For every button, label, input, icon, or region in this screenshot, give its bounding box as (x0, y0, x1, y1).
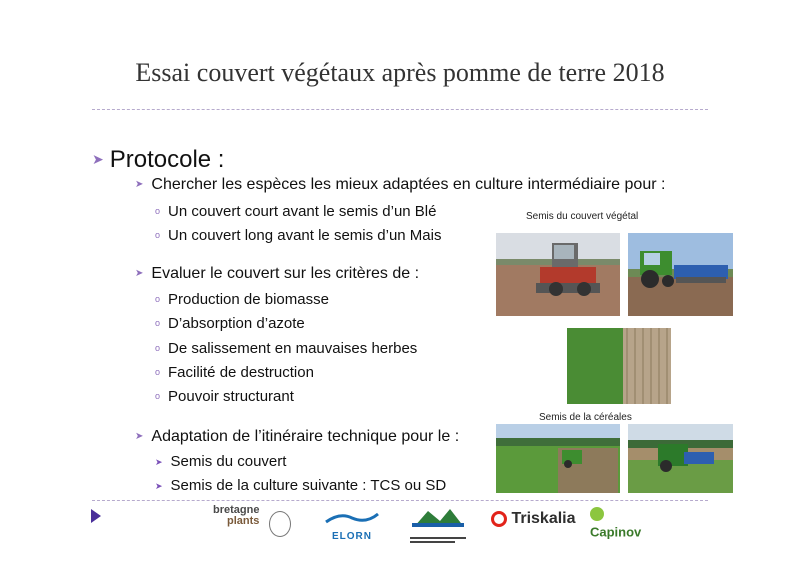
logo-text: plants (227, 515, 260, 527)
item-text: Semis de la culture suivante : TCS ou SD (170, 477, 447, 494)
protocol-heading (92, 146, 224, 174)
item-text: Production de biomasse (168, 291, 329, 308)
circle-bullet-icon: o (155, 230, 161, 240)
item-text: Pouvoir structurant (168, 388, 294, 405)
photo-crop-field (567, 328, 671, 404)
chevron-right-icon: ➤ (92, 151, 104, 167)
chevron-right-icon: ➤ (135, 431, 144, 442)
slide-title: Essai couvert végétaux après pomme de terre 2018 (135, 58, 665, 87)
list-item (155, 340, 417, 357)
list-item (155, 364, 314, 381)
circle-bullet-icon: o (155, 318, 161, 328)
circle-bullet-icon: o (155, 294, 161, 304)
photo-tractor-sowing (496, 233, 620, 316)
caption-cereal: Semis de la céréales (539, 412, 632, 423)
section-3 (135, 428, 459, 446)
circle-bullet-icon: o (155, 367, 161, 377)
photo-cereal-field-1 (496, 424, 620, 493)
section-2 (135, 265, 419, 283)
photo-cereal-field-2 (628, 424, 733, 493)
footer-divider (92, 500, 708, 501)
circle-bullet-icon: o (155, 343, 161, 353)
section-label: Chercher les espèces les mieux adaptées en culture intermédiaire pour : (151, 176, 666, 193)
title-divider (92, 109, 708, 110)
syndicat-logo (410, 505, 466, 539)
logo-text: Triskalia (511, 510, 576, 527)
list-item (155, 291, 329, 308)
chevron-right-icon: ➤ (155, 481, 163, 491)
capinov-logo (590, 505, 656, 539)
section-label: Evaluer le couvert sur les critères de : (151, 265, 420, 282)
logo-text: Capinov (590, 524, 642, 540)
heading-text: Protocole : (109, 146, 225, 173)
item-text: Semis du couvert (170, 453, 287, 470)
section-1 (135, 176, 665, 194)
item-text: Un couvert long avant le semis d’un Mais (168, 227, 442, 244)
bretagne-plants-logo (213, 505, 293, 541)
photo-green-tractor (628, 233, 733, 316)
circle-bullet-icon: o (155, 391, 161, 401)
section-label: Adaptation de l’itinéraire technique pour le : (151, 428, 460, 445)
seal-shape (269, 511, 291, 537)
chevron-right-icon: ➤ (135, 268, 144, 279)
list-item (155, 388, 294, 405)
item-text: De salissement en mauvaises herbes (168, 340, 418, 357)
chevron-right-icon: ➤ (135, 179, 144, 190)
list-item (155, 227, 441, 244)
elorn-logo (320, 510, 384, 540)
logo-text: bretagne (213, 504, 260, 516)
item-text: D’absorption d’azote (168, 315, 305, 332)
list-item (155, 203, 436, 220)
next-slide-triangle-icon[interactable] (91, 509, 101, 523)
chevron-right-icon: ➤ (155, 457, 163, 467)
triskalia-logo (491, 510, 581, 534)
circle-bullet-icon: o (155, 206, 161, 216)
logo-text: ELORN (332, 531, 372, 542)
list-item (155, 453, 286, 470)
item-text: Facilité de destruction (168, 364, 314, 381)
leaf-icon (590, 507, 604, 521)
list-item (155, 477, 446, 494)
triskalia-icon (491, 511, 507, 527)
caption-cover: Semis du couvert végétal (526, 211, 639, 222)
list-item (155, 315, 305, 332)
item-text: Un couvert court avant le semis d’un Blé (168, 203, 437, 220)
